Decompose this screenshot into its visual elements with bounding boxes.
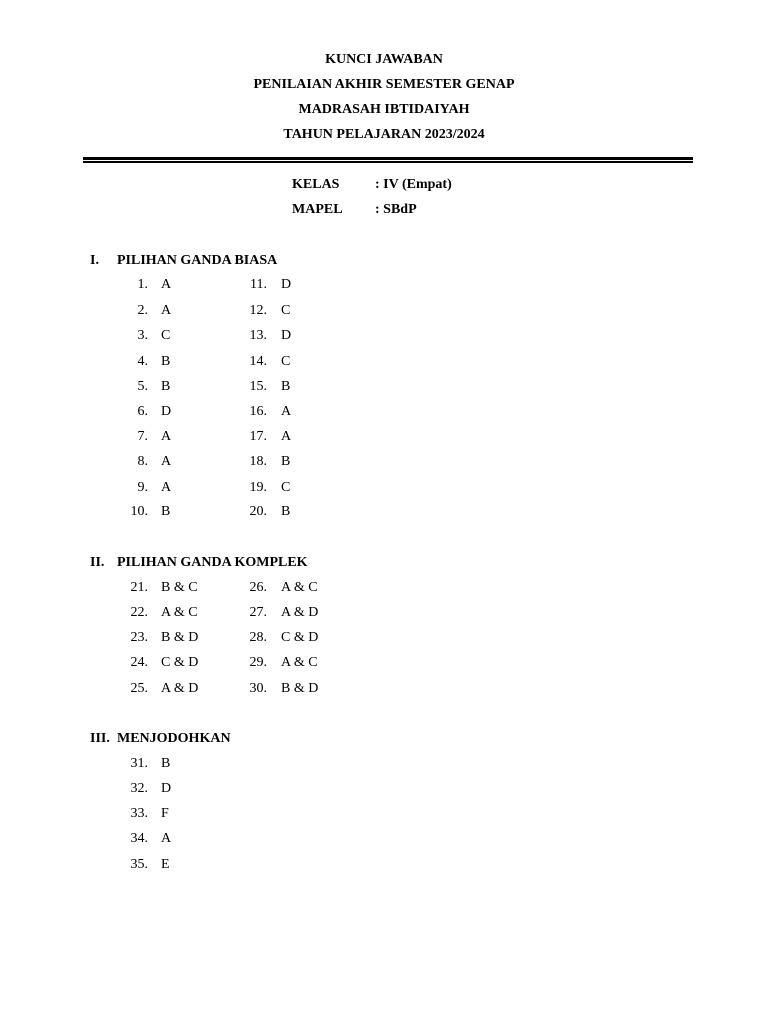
question-number: 10. xyxy=(130,504,148,519)
answer-value: B xyxy=(281,504,291,519)
kelas-label: KELAS xyxy=(292,177,340,192)
answer-value: A xyxy=(161,480,172,495)
header-exam-name: PENILAIAN AKHIR SEMESTER GENAP xyxy=(253,77,515,92)
answer-value: C xyxy=(281,303,291,318)
answer-value: A xyxy=(281,429,292,444)
answer-value: B & D xyxy=(161,630,199,645)
divider-line-thick xyxy=(83,157,693,160)
question-number: 2. xyxy=(137,303,148,318)
answer-value: A & D xyxy=(281,605,319,620)
answer-value: A xyxy=(161,303,172,318)
question-number: 14. xyxy=(249,354,267,369)
question-number: 16. xyxy=(249,404,267,419)
question-number: 35. xyxy=(130,857,148,872)
question-number: 33. xyxy=(130,806,148,821)
question-number: 18. xyxy=(249,454,267,469)
answer-value: B xyxy=(281,379,291,394)
answer-value: B & D xyxy=(281,681,319,696)
question-number: 23. xyxy=(130,630,148,645)
answer-value: C & D xyxy=(161,655,199,670)
mapel-label: MAPEL xyxy=(292,202,343,217)
answer-value: B xyxy=(161,379,171,394)
question-number: 31. xyxy=(130,756,148,771)
header-divider xyxy=(83,157,693,164)
answer-value: D xyxy=(281,328,292,343)
answer-value: F xyxy=(161,806,169,821)
section-number: II. xyxy=(90,555,105,570)
header-school: MADRASAH IBTIDAIYAH xyxy=(298,102,470,117)
question-number: 32. xyxy=(130,781,148,796)
answer-value: B xyxy=(281,454,291,469)
question-number: 22. xyxy=(130,605,148,620)
question-number: 12. xyxy=(249,303,267,318)
question-number: 7. xyxy=(137,429,148,444)
question-number: 3. xyxy=(137,328,148,343)
question-number: 4. xyxy=(137,354,148,369)
question-number: 29. xyxy=(249,655,267,670)
question-number: 19. xyxy=(249,480,267,495)
answer-value: E xyxy=(161,857,170,872)
question-number: 26. xyxy=(249,580,267,595)
answer-value: A & C xyxy=(281,655,318,670)
section-number: III. xyxy=(90,731,110,746)
answer-value: B xyxy=(161,354,171,369)
answer-value: D xyxy=(281,277,292,292)
section-title: PILIHAN GANDA BIASA xyxy=(117,253,278,268)
answer-value: A & D xyxy=(161,681,199,696)
question-number: 21. xyxy=(130,580,148,595)
question-number: 34. xyxy=(130,831,148,846)
answer-value: A xyxy=(161,429,172,444)
answer-value: D xyxy=(161,404,172,419)
question-number: 6. xyxy=(137,404,148,419)
answer-value: A xyxy=(161,454,172,469)
answer-value: D xyxy=(161,781,172,796)
header-academic-year: TAHUN PELAJARAN 2023/2024 xyxy=(283,127,485,142)
answer-value: C xyxy=(281,480,291,495)
question-number: 11. xyxy=(250,277,267,292)
section-title: MENJODOHKAN xyxy=(117,731,231,746)
answer-value: A & C xyxy=(161,605,198,620)
question-number: 17. xyxy=(249,429,267,444)
answer-value: B & C xyxy=(161,580,198,595)
kelas-value: : IV (Empat) xyxy=(375,177,452,192)
answer-value: A xyxy=(281,404,292,419)
answer-value: A & C xyxy=(281,580,318,595)
question-number: 30. xyxy=(249,681,267,696)
answer-value: A xyxy=(161,831,172,846)
answer-value: C & D xyxy=(281,630,319,645)
answer-value: B xyxy=(161,504,171,519)
question-number: 15. xyxy=(249,379,267,394)
question-number: 20. xyxy=(249,504,267,519)
answer-value: C xyxy=(281,354,291,369)
header-title: KUNCI JAWABAN xyxy=(325,52,443,67)
question-number: 28. xyxy=(249,630,267,645)
question-number: 9. xyxy=(137,480,148,495)
question-number: 13. xyxy=(249,328,267,343)
question-number: 8. xyxy=(137,454,148,469)
question-number: 24. xyxy=(130,655,148,670)
answer-value: B xyxy=(161,756,171,771)
question-number: 25. xyxy=(130,681,148,696)
divider-line-thin xyxy=(83,161,693,163)
mapel-value: : SBdP xyxy=(375,202,417,217)
question-number: 27. xyxy=(249,605,267,620)
section-number: I. xyxy=(90,253,99,268)
question-number: 1. xyxy=(137,277,148,292)
section-title: PILIHAN GANDA KOMPLEK xyxy=(117,555,308,570)
answer-value: C xyxy=(161,328,171,343)
answer-value: A xyxy=(161,277,172,292)
question-number: 5. xyxy=(137,379,148,394)
